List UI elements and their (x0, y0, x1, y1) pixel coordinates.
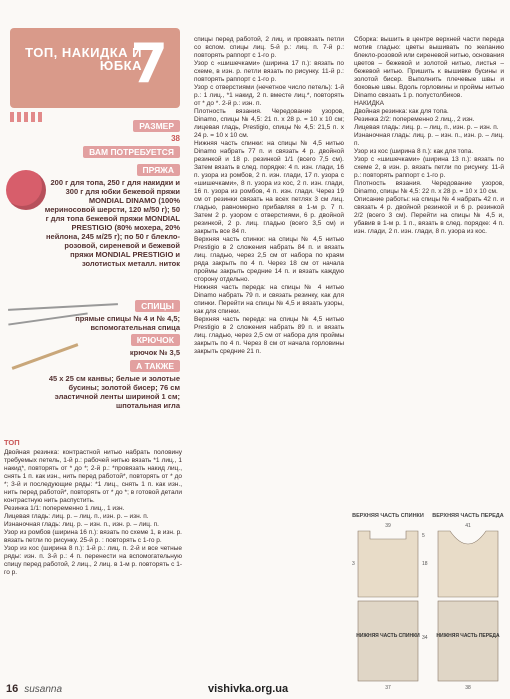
site-watermark: vishivka.org.ua (208, 683, 289, 695)
top-heading: ТОП (4, 438, 20, 447)
lower-back-label: НИЖНЯЯ ЧАСТЬ СПИНКИ (356, 633, 420, 639)
size-section (0, 116, 186, 143)
pattern-number: 7 (130, 32, 168, 95)
also-text: 45 х 25 см канвы; белые и золотые бусины; золотой бисер; 76 см эластичной ленты шириной 1 см; шпотальная игла (48, 374, 180, 410)
needles-section (60, 296, 186, 332)
dim-41: 41 (465, 523, 471, 529)
magazine-brand: susanna (24, 684, 63, 695)
back-upper-shape (358, 531, 418, 597)
front-lower-shape (438, 601, 498, 681)
hook-section (0, 330, 186, 357)
right-text: Сборка: вышить в центре верхней части переда мотив гладью: цветы вышивать по желанию блекло-розовой или сиреневой нитью, основания цветов – бежевой и золотой нитью, листья – бежевой нитью. Пришить к вышивке бусины и золотой бисер. Выполнить плечевые швы и боковые швы. Вдоль горловины и проймы нитью Dinamo связать 1 р. полустолбиков. НАКИДКА (354, 36, 504, 107)
size-label: РАЗМЕР (133, 120, 180, 132)
lower-front-label: НИЖНЯЯ ЧАСТЬ ПЕРЕДА (436, 633, 500, 639)
yarn-section (40, 160, 186, 268)
page-number: 16 (6, 683, 19, 695)
dim-38: 38 (465, 685, 471, 691)
middle-text: спицы перед работой, 2 лиц. и провязать петли со вспом. спицы лиц. 5-й р.: лиц. п. 7-й р.: повторять раппорт с 1-го р. Узор с «шишечками» (ширина 17 п.): вязать по схеме, в изн. р. петли вязать по рисунку. 11-й р.: повторять раппорт с 1-го р. Узор с отверстиями (нечетное число петель): 1-й р.: 1 лиц., *1 накид, 2 п. вместе лиц.*, повторять от * до *. 2-й р.: изн. п. Плотность вязания. Чередование узоров, Dinamo, спицы № 4,5: 21 п. х 28 р. = 10 х 10 см; лицевая гладь, Prestigio, спицы № 4,5: 21,5 п. х 24 р. = 10 х 10 см. Нижняя часть спинки: на спицы № 4,5 нитью Dinamo набрать 77 п. и связать 4 р. двойной резинкой и 18 р. резинкой 1/1 (всего 7,5 см). Затем вязать в след. порядке: 4 п. изн. глади, 16 п. узора из ромбов, 2 п. изн. глади, 17 п. узора с «шишечками», 8 п. узора из кос, 2 п. изн. глади, 16 п. узора из ромбов, 4 п. изн. глади. Через 19 см от резинки связать на всех петлях 3 см лиц. гладью, равномерно прибавляя в 1-м р. 7 п. Затем 2 р. узором с отверстиями, 6 р. двойной резинкой, 2 р. лиц. гладью (всего 3,5 см) и закрыть все 84 п. Верхняя часть спинки: на спицы № 4,5 нитью Prestigio в 2 сложения набрать 84 п. и вязать лиц. гладью, через 2,5 см от набора по краям ряда закрыть по 4 п. Через 18 см от начала проймы закрыть средние 14 п. и вязать каждую сторону отдельно. Нижняя часть переда: на спицы № 4 нитью Dinamo набрать 79 п. и связать резинку, как для спинки. Перейти на спицы № 4,5 и вязать узоры, как для спинки. Верхняя часть переда: на спицы № 4,5 нитью Prestigio в 2 сложения набрать 89 п. и вязать лиц. гладью, через 2,5 см от набора для проймы закрыть по 4 п. Через 8 см от начала горловины закрыть средние 21 п. (194, 36, 344, 355)
dim-39: 39 (385, 523, 391, 529)
front-upper-shape (438, 531, 498, 597)
needles-label: СПИЦЫ (135, 300, 180, 312)
hook-label: КРЮЧОК (131, 334, 180, 346)
dim-5: 5 (422, 533, 425, 539)
pattern-schematic (350, 509, 508, 694)
page-footer (6, 683, 62, 695)
also-section (40, 356, 186, 410)
right-text-2: Двойная резинка: как для топа. Резинка 2/2: попеременно 2 лиц., 2 изн. Лицевая гладь: лиц. р. – лиц. п., изн. р. – изн. п. Изнаночная гладь: лиц. р. – изн. п., изн. р. – лиц. п. Узор из кос (ширина 8 п.): как для топа. Узор с «шишечками» (ширина 13 п.): вязать по схеме 2, в изн. р. вязать петли по рисунку. 11-й р.: повторять раппорт с 1-го р. Плотность вязания. Чередование узоров, Dinamo, спицы № 4,5: 22 п. х 28 р. = 10 х 10 см. Описание работы: на спицы № 4 набрать 42 п. и связать 4 р. двойной резинкой и 6 р. резинкой 2/2 (всего 3 см). Перейти на спицы № 4,5 и, убавив в 1-м р. 1 п., вязать в след. порядке: 4 п. изн. глади, 2 п. изн. глади, 8 п. узора из кос. (354, 108, 504, 235)
middle-column (190, 0, 348, 699)
title-banner (10, 28, 180, 108)
dim-3: 3 (352, 561, 355, 567)
hook-text: крючок № 3,5 (129, 348, 180, 357)
pattern-diagram (350, 509, 508, 694)
page-title: ТОП, НАКИДКА И ЮБКА (25, 45, 142, 73)
back-label: ВЕРХНЯЯ ЧАСТЬ СПИНКИ (352, 513, 424, 519)
needles-text: прямые спицы № 4 и № 4,5; вспомогательная спица (75, 314, 180, 332)
materials-section (0, 142, 186, 160)
materials-label: ВАМ ПОТРЕБУЕТСЯ (83, 146, 180, 158)
top-text: Двойная резинка: контрастной нитью набрать половину требуемых петель, 1-й р.: рабочей нитью вязать *1 лиц., 1 накид*, повторять от * до *; 2-й р.: *провязать накид лиц., снять 1 п. как изн., нить перед работой*, повторять от * до *; 3-й и последующие ряды: *1 лиц., снять 1 п. как изн., нить перед работой*, повторять от * до *; в готовой детали контрастную нить распустить. Резинка 1/1: попеременно 1 лиц., 1 изн. Лицевая гладь: лиц. р. – лиц. п., изн. р. – изн. п. Изнаночная гладь: лиц. р. – изн. п., изн. р. – лиц. п. Узор из ромбов (ширина 16 п.): вязать по схеме 1, в изн. р. вязать петли по рисунку. 25-й р. : повторять с 1-го р. Узор из кос (ширина 8 п.): 1-й р.: лиц. п. 2-й и все четные ряды: изн. п. 3-й р.: 4 п. перенести на вспомогательную спицу перед работой, 2 лиц., 2 лиц. в 1-м р. повторять с 1-го р. (4, 449, 182, 576)
back-lower-shape (358, 601, 418, 681)
yarn-label: ПРЯЖА (137, 164, 181, 176)
size-value: 38 (171, 134, 180, 143)
yarn-text: 200 г для топа, 250 г для накидки и 300 г для юбки бежевой пряжи MONDIAL DINAMO (100% мериносовой шерсти, 120 м/50 г); 50 г для топа бежевой пряжи MONDIAL PRESTIGIO (80% мохера, 20% нейлона, 245 м/25 г); по 50 г блекло-розовой, сиреневой и бежевой пряжи MONDIAL PRESTIGIO и золотистых металл. ниток (44, 178, 180, 268)
left-column (0, 0, 186, 699)
also-label: А ТАКЖЕ (130, 360, 180, 372)
top-instructions (0, 436, 186, 577)
dim-18: 18 (422, 561, 428, 567)
front-label: ВЕРХНЯЯ ЧАСТЬ ПЕРЕДА (432, 513, 504, 519)
dim-34: 34 (422, 635, 428, 641)
dim-37: 37 (385, 685, 391, 691)
right-column (350, 0, 508, 509)
